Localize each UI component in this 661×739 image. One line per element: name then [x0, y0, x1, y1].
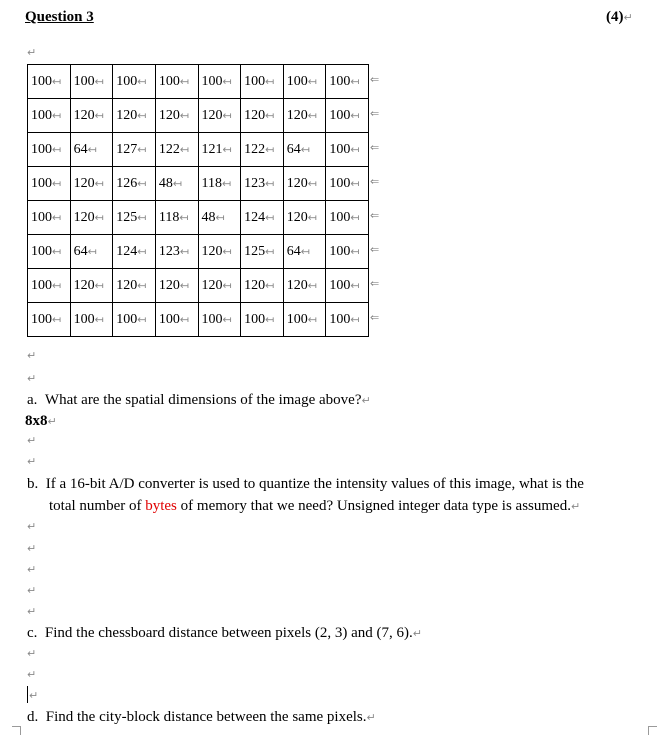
pixel-cell	[241, 235, 284, 269]
answer-a: 8x8↵	[25, 413, 57, 429]
pixel-cell	[283, 303, 326, 337]
pixel-cell	[326, 303, 369, 337]
cell-end-mark: ↤	[350, 312, 360, 326]
pixel-cell	[155, 167, 198, 201]
paragraph-mark: ↵	[27, 349, 37, 362]
pixel-cell	[70, 269, 113, 303]
pixel-value: 100	[158, 73, 180, 89]
cell-end-mark: ↤	[52, 210, 62, 224]
cell-end-mark: ↤	[222, 244, 232, 258]
cell-end-mark: ↤	[87, 244, 97, 258]
pixel-cell	[70, 99, 113, 133]
cell-end-mark: ↤	[52, 176, 62, 190]
pixel-cell	[113, 269, 156, 303]
cell-end-mark: ↤	[179, 312, 190, 326]
cell-end-mark: ↤	[222, 312, 232, 326]
pixel-cell	[113, 167, 156, 201]
pixel-cell	[241, 99, 284, 133]
pixel-value: 100	[201, 73, 223, 89]
pixel-value: 120	[73, 107, 95, 123]
pixel-value: 126	[116, 175, 138, 191]
row-end-mark: ⇐	[370, 243, 380, 256]
paragraph-mark: ↵	[27, 542, 37, 555]
pixel-cell	[113, 235, 156, 269]
cell-end-mark: ↤	[87, 142, 97, 156]
cell-end-mark: ↤	[350, 108, 360, 122]
pixel-value: 100	[329, 175, 351, 191]
pixel-cell	[155, 133, 198, 167]
pixel-value: 100	[73, 311, 95, 327]
pixel-cell	[283, 99, 326, 133]
pixel-value: 120	[286, 175, 308, 191]
pixel-cell	[326, 201, 369, 235]
cell-end-mark: ↤	[350, 278, 360, 292]
pixel-value: 123	[158, 243, 180, 259]
pixel-cell	[155, 201, 198, 235]
pixel-cell	[241, 167, 284, 201]
pixel-cell	[198, 65, 241, 99]
table-row	[28, 201, 369, 235]
row-end-mark: ⇐	[370, 107, 380, 120]
cell-end-mark: ↤	[300, 244, 310, 258]
pixel-cell	[283, 65, 326, 99]
cell-end-mark: ↤	[179, 210, 189, 224]
pixel-table	[27, 64, 369, 337]
row-end-mark: ⇐	[370, 277, 380, 290]
text-cursor	[27, 686, 28, 703]
table-row	[28, 167, 369, 201]
pixel-value: 120	[286, 277, 308, 293]
cell-end-mark: ↤	[179, 142, 190, 156]
cell-end-mark: ↤	[307, 312, 317, 326]
pixel-cell	[241, 303, 284, 337]
pixel-cell	[198, 303, 241, 337]
pixel-value: 100	[116, 73, 138, 89]
pixel-value: 122	[244, 141, 266, 157]
pixel-value: 120	[244, 277, 266, 293]
pixel-value: 120	[73, 277, 95, 293]
pixel-cell	[70, 235, 113, 269]
pixel-cell	[28, 133, 71, 167]
pixel-value: 122	[158, 141, 180, 157]
paragraph-mark: ↵	[29, 689, 39, 702]
cell-end-mark: ↤	[222, 74, 232, 88]
cell-end-mark: ↤	[350, 210, 360, 224]
pixel-value: 100	[329, 311, 351, 327]
pixel-cell	[155, 269, 198, 303]
cell-end-mark: ↤	[265, 142, 275, 156]
pixel-cell	[28, 201, 71, 235]
bytes-highlight: bytes	[145, 498, 177, 514]
cell-end-mark: ↤	[179, 74, 190, 88]
pixel-cell	[283, 201, 326, 235]
pixel-cell	[70, 303, 113, 337]
pixel-cell	[28, 235, 71, 269]
pixel-value: 120	[201, 243, 223, 259]
cell-end-mark: ↤	[222, 278, 232, 292]
pixel-value: 120	[73, 175, 95, 191]
cell-end-mark: ↤	[350, 142, 360, 156]
cell-end-mark: ↤	[137, 278, 147, 292]
pixel-value: 120	[116, 277, 138, 293]
pixel-value: 100	[329, 107, 351, 123]
cell-end-mark: ↤	[307, 108, 317, 122]
pixel-value: 125	[244, 243, 266, 259]
pixel-value: 120	[244, 107, 266, 123]
cell-end-mark: ↤	[94, 108, 104, 122]
pixel-value: 64	[73, 141, 88, 157]
pixel-value: 64	[286, 243, 301, 259]
cell-end-mark: ↤	[307, 210, 317, 224]
marks-label: (4)↵	[606, 9, 633, 25]
cell-end-mark: ↤	[265, 244, 275, 258]
cell-end-mark: ↤	[265, 210, 275, 224]
pixel-cell	[155, 65, 198, 99]
pixel-value: 120	[286, 209, 308, 225]
pixel-value: 100	[201, 311, 223, 327]
pixel-cell	[70, 201, 113, 235]
pixel-value: 100	[158, 311, 180, 327]
pixel-value: 100	[329, 277, 351, 293]
row-end-mark: ⇐	[370, 73, 380, 86]
cell-end-mark: ↤	[265, 108, 275, 122]
pixel-value: 100	[31, 209, 52, 225]
pixel-value: 48	[158, 175, 173, 191]
pixel-value: 121	[201, 141, 223, 157]
pixel-value: 100	[116, 311, 138, 327]
pixel-cell	[28, 303, 71, 337]
pixel-cell	[326, 99, 369, 133]
pixel-cell	[326, 65, 369, 99]
pixel-value: 100	[329, 243, 351, 259]
pixel-value: 100	[329, 73, 351, 89]
pixel-value: 64	[73, 243, 88, 259]
cell-end-mark: ↤	[52, 244, 62, 258]
cell-end-mark: ↤	[265, 278, 275, 292]
pixel-value: 64	[286, 141, 301, 157]
cell-end-mark: ↤	[94, 312, 104, 326]
cell-end-mark: ↤	[221, 176, 232, 190]
cell-end-mark: ↤	[350, 176, 360, 190]
pixel-value: 120	[73, 209, 95, 225]
pixel-value: 100	[286, 73, 308, 89]
pixel-cell	[155, 99, 198, 133]
pixel-cell	[326, 167, 369, 201]
pixel-value: 120	[286, 107, 308, 123]
pixel-cell	[28, 99, 71, 133]
table-row	[28, 99, 369, 133]
cell-end-mark: ↤	[52, 312, 62, 326]
cell-end-mark: ↤	[137, 312, 147, 326]
pixel-cell	[155, 235, 198, 269]
cell-end-mark: ↤	[179, 108, 190, 122]
cell-end-mark: ↤	[215, 210, 225, 224]
cell-end-mark: ↤	[94, 278, 104, 292]
pixel-cell	[198, 269, 241, 303]
pixel-value: 100	[31, 243, 52, 259]
paragraph-mark: ↵	[27, 647, 37, 660]
cell-end-mark: ↤	[52, 278, 62, 292]
pixel-value: 123	[244, 175, 266, 191]
pixel-value: 100	[31, 311, 52, 327]
pixel-cell	[113, 99, 156, 133]
page-corner-mark	[12, 726, 21, 735]
pixel-cell	[283, 133, 326, 167]
pixel-cell	[326, 269, 369, 303]
pixel-value: 100	[73, 73, 95, 89]
pixel-value: 100	[31, 175, 52, 191]
table-row	[28, 133, 369, 167]
pixel-value: 100	[31, 73, 52, 89]
pixel-cell	[198, 235, 241, 269]
pixel-cell	[113, 303, 156, 337]
row-end-mark: ⇐	[370, 209, 380, 222]
table-row	[28, 269, 369, 303]
pixel-value: 120	[158, 107, 180, 123]
pixel-cell	[241, 65, 284, 99]
row-end-mark: ⇐	[370, 311, 380, 324]
cell-end-mark: ↤	[179, 244, 190, 258]
pixel-value: 127	[116, 141, 138, 157]
cell-end-mark: ↤	[265, 312, 275, 326]
paragraph-mark: ↵	[27, 455, 37, 468]
cell-end-mark: ↤	[94, 176, 104, 190]
paragraph-mark: ↵	[27, 520, 37, 533]
pixel-value: 118	[201, 175, 222, 191]
cell-end-mark: ↤	[52, 142, 62, 156]
table-row	[28, 235, 369, 269]
pixel-value: 125	[116, 209, 138, 225]
pixel-cell	[70, 133, 113, 167]
cell-end-mark: ↤	[94, 210, 104, 224]
pixel-cell	[198, 201, 241, 235]
question-b-line2: total number of bytes of memory that we need? Unsigned integer data type is assumed.↵	[49, 498, 581, 514]
pixel-cell	[113, 65, 156, 99]
pixel-cell	[28, 167, 71, 201]
cell-end-mark: ↤	[137, 176, 147, 190]
row-end-mark: ⇐	[370, 141, 380, 154]
pixel-value: 100	[286, 311, 308, 327]
pixel-cell	[198, 133, 241, 167]
pixel-cell	[283, 167, 326, 201]
paragraph-mark: ↵	[27, 668, 37, 681]
pixel-value: 100	[329, 141, 351, 157]
cell-end-mark: ↤	[222, 108, 232, 122]
pixel-cell	[28, 269, 71, 303]
paragraph-mark: ↵	[27, 563, 37, 576]
pixel-cell	[198, 99, 241, 133]
pixel-value: 120	[116, 107, 138, 123]
cell-end-mark: ↤	[172, 176, 183, 190]
cell-end-mark: ↤	[179, 278, 190, 292]
pixel-value: 100	[31, 141, 52, 157]
pixel-value: 100	[329, 209, 351, 225]
pixel-value: 124	[116, 243, 138, 259]
cell-end-mark: ↤	[52, 74, 62, 88]
pixel-value: 124	[244, 209, 266, 225]
pixel-cell	[326, 235, 369, 269]
pixel-cell	[198, 167, 241, 201]
pixel-cell	[283, 235, 326, 269]
table-row	[28, 65, 369, 99]
pixel-cell	[241, 133, 284, 167]
pixel-cell	[70, 65, 113, 99]
question-title: Question 3	[25, 9, 94, 25]
cell-end-mark: ↤	[137, 142, 147, 156]
pixel-cell	[241, 269, 284, 303]
cell-end-mark: ↤	[265, 176, 275, 190]
paragraph-mark: ↵	[27, 584, 37, 597]
pixel-cell	[113, 133, 156, 167]
table-row	[28, 303, 369, 337]
pixel-value: 118	[158, 209, 180, 225]
paragraph-mark: ↵	[27, 372, 37, 385]
cell-end-mark: ↤	[265, 74, 275, 88]
question-c: c. Find the chessboard distance between pixels (2, 3) and (7, 6).↵	[27, 625, 422, 641]
cell-end-mark: ↤	[350, 244, 360, 258]
cell-end-mark: ↤	[137, 210, 147, 224]
cell-end-mark: ↤	[350, 74, 360, 88]
paragraph-mark: ↵	[27, 46, 37, 59]
question-d: d. Find the city-block distance between the same pixels.↵	[27, 709, 376, 725]
pixel-value: 120	[201, 277, 223, 293]
pixel-cell	[113, 201, 156, 235]
pixel-cell	[155, 303, 198, 337]
page-corner-mark	[648, 726, 657, 735]
cell-end-mark: ↤	[222, 142, 232, 156]
pixel-cell	[241, 201, 284, 235]
cell-end-mark: ↤	[137, 108, 147, 122]
paragraph-mark: ↵	[27, 605, 37, 618]
pixel-value: 120	[158, 277, 180, 293]
cell-end-mark: ↤	[307, 278, 317, 292]
pixel-cell	[70, 167, 113, 201]
pixel-cell	[283, 269, 326, 303]
pixel-value: 100	[31, 107, 52, 123]
cell-end-mark: ↤	[137, 244, 147, 258]
cell-end-mark: ↤	[307, 74, 317, 88]
question-b-line1: b. If a 16-bit A/D converter is used to quantize the intensity values of this image, what is the	[27, 476, 584, 492]
pixel-value: 100	[244, 73, 266, 89]
pixel-value: 48	[201, 209, 216, 225]
pixel-cell	[326, 133, 369, 167]
question-a: a. What are the spatial dimensions of the image above?↵	[27, 392, 371, 408]
pixel-cell	[28, 65, 71, 99]
cell-end-mark: ↤	[52, 108, 62, 122]
paragraph-mark: ↵	[27, 434, 37, 447]
pixel-value: 100	[31, 277, 52, 293]
cell-end-mark: ↤	[300, 142, 310, 156]
cell-end-mark: ↤	[137, 74, 147, 88]
cell-end-mark: ↤	[94, 74, 104, 88]
pixel-value: 120	[201, 107, 223, 123]
row-end-mark: ⇐	[370, 175, 380, 188]
pixel-value: 100	[244, 311, 266, 327]
cell-end-mark: ↤	[307, 176, 317, 190]
